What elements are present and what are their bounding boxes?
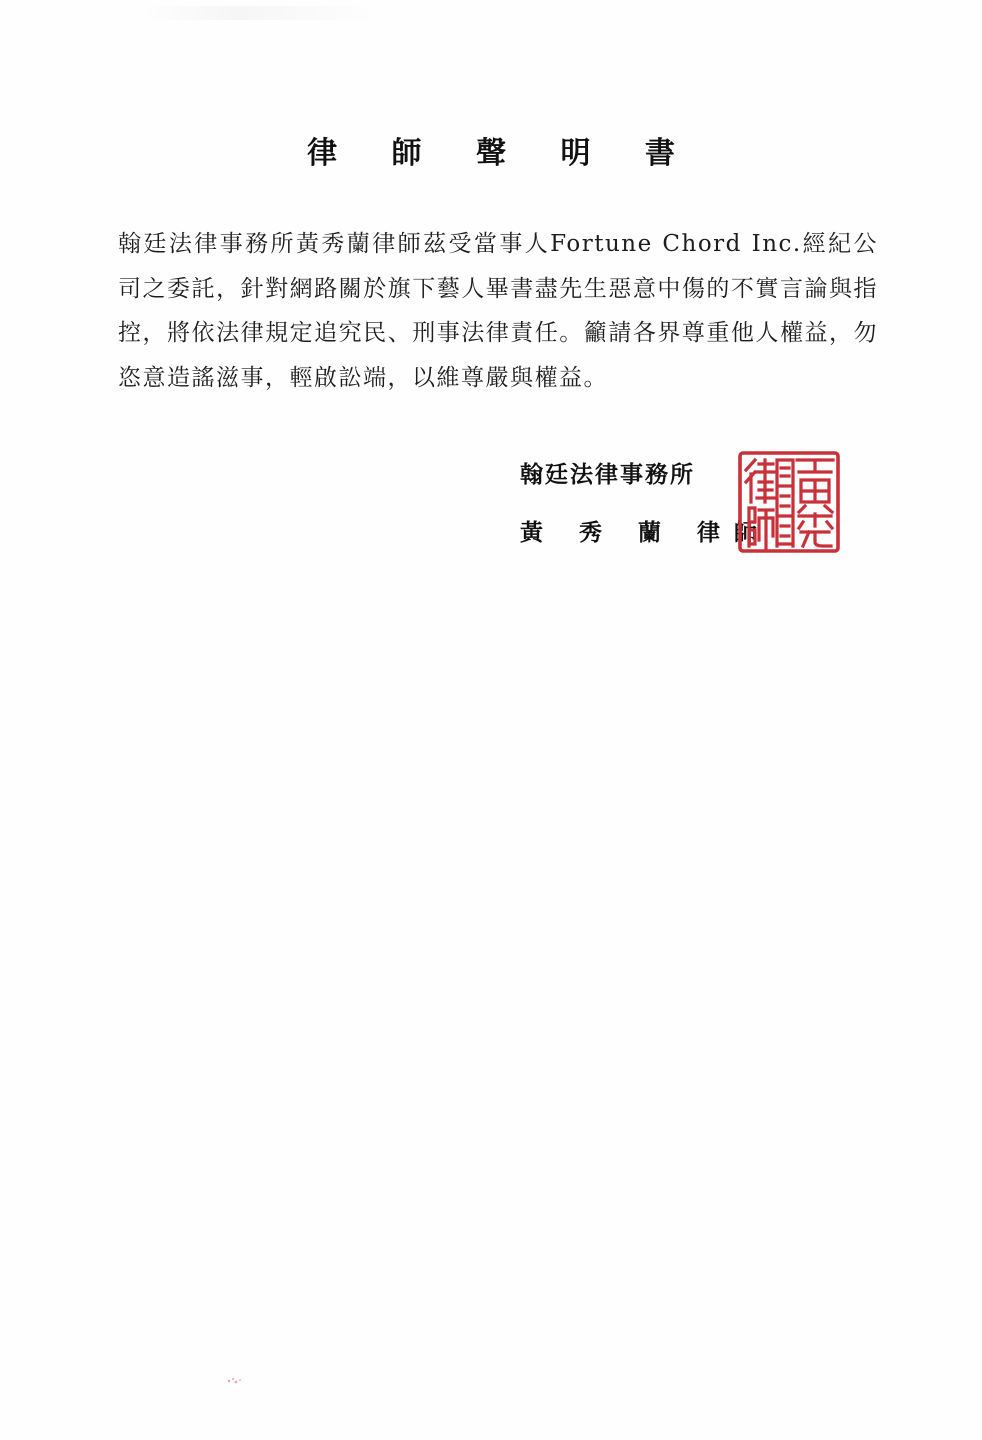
scan-smudge xyxy=(140,6,380,20)
signature-firm: 翰廷法律事務所 xyxy=(520,462,695,488)
signature-lawyer-name: 黃 秀 蘭 律師 xyxy=(520,520,772,546)
scan-speck xyxy=(226,1376,244,1386)
document-title: 律 師 聲 明 書 xyxy=(307,136,697,171)
lawyer-seal-stamp xyxy=(737,450,841,554)
signature-block xyxy=(520,452,771,556)
statement-body: 翰廷法律事務所黃秀蘭律師茲受當事人Fortune Chord Inc.經紀公司之委託，針對網路關於旗下藝人畢書盡先生惡意中傷的不實言論與指控，將依法律規定追究民、刑事法律責任。籲請各界尊重他人權益，勿恣意造謠滋事，輕啟訟端，以維尊嚴與權益。 xyxy=(118,231,878,391)
